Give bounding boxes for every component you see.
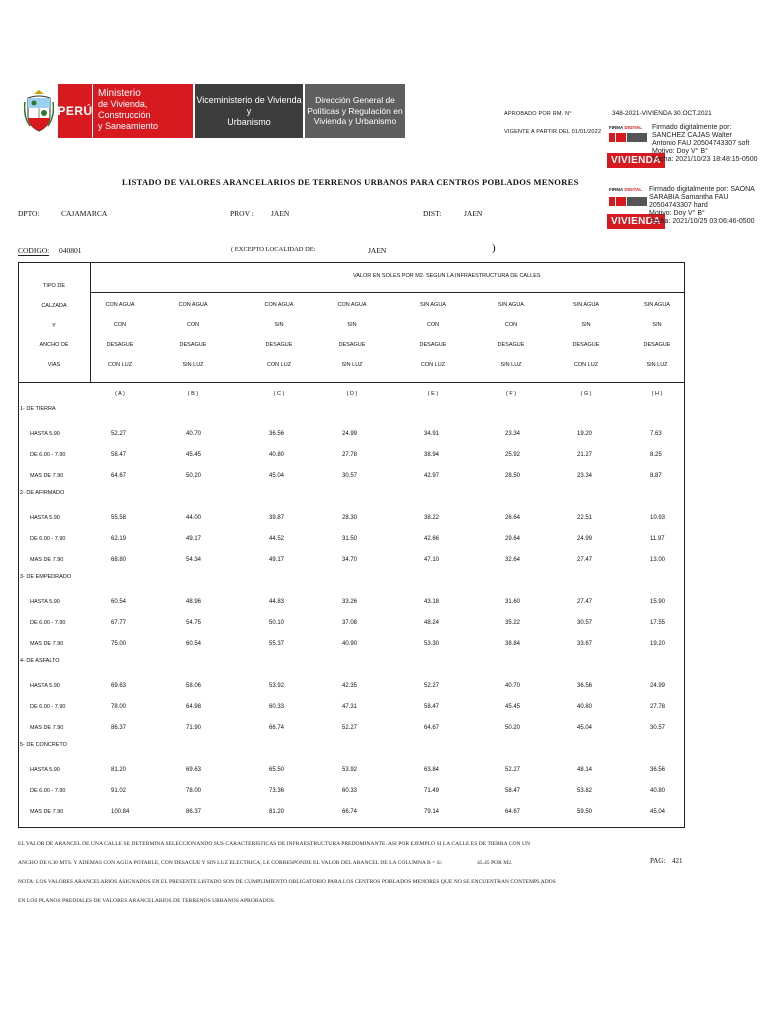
table-cell-value: 27.78 [342, 452, 358, 458]
ministry-mini-logo [609, 133, 647, 142]
table-cell-value: 36.56 [577, 683, 593, 689]
table-cell-value: 33.67 [577, 641, 593, 647]
top-header: VALOR EN SOLES POR M2. SEGUN LA INFRAESTRUCTURA DE CALLES [353, 273, 541, 279]
table-cell-value: 31.50 [342, 536, 358, 542]
table-cell-value: 24.99 [577, 536, 593, 542]
row-label: MAS DE 7.90 [30, 557, 64, 563]
table-cell-value: 8.25 [650, 452, 662, 458]
table-cell-value: 34.91 [424, 431, 440, 437]
table-cell-value: 78.00 [186, 788, 202, 794]
direction-line: Dirección General de [315, 95, 395, 106]
table-cell-value: 63.84 [424, 767, 440, 773]
table-cell-value: 42.66 [424, 536, 440, 542]
table-cell-value: 40.90 [342, 641, 358, 647]
group-name: 1- DE TIERRA [20, 406, 56, 412]
row-label: DE 6.00 - 7.90 [30, 704, 66, 710]
column-header-line: DESAGUE [265, 342, 293, 348]
vivienda-badge: VIVIENDA [607, 214, 665, 229]
table-cell-value: 52.27 [505, 767, 521, 773]
table-cell-value: 55.58 [111, 515, 127, 521]
table-cell-value: 60.33 [342, 788, 358, 794]
column-header-line: SIN LUZ [341, 362, 363, 368]
table-cell-value: 49.17 [269, 557, 285, 563]
column-header-line: SIN LUZ [182, 362, 204, 368]
table-cell-value: 66.74 [342, 809, 358, 815]
table-cell-value: 59.50 [577, 809, 593, 815]
column-header-line: CON AGUA [264, 302, 294, 308]
table-cell-value: 13.00 [650, 557, 666, 563]
column-letter: ( E ) [427, 391, 439, 397]
table-cell-value: 44.00 [186, 515, 202, 521]
signature-line: Motivo: Doy V° B° [649, 210, 705, 217]
table-cell-value: 58.47 [505, 788, 521, 794]
digital-signature-tag [609, 125, 642, 130]
table-cell-value: 81.20 [269, 809, 285, 815]
vice-ministry-logo [195, 84, 303, 138]
table-cell-value: 24.99 [650, 683, 666, 689]
vice-ministry-line: Urbanismo [227, 116, 271, 127]
peru-logo: PERÚ [58, 84, 92, 138]
row-label: HASTA 5.90 [30, 599, 60, 605]
table-cell-value: 48.24 [424, 620, 440, 626]
row-label: DE 6.00 - 7.90 [30, 620, 66, 626]
table-cell-value: 58.47 [111, 452, 127, 458]
table-header-divider [18, 382, 685, 383]
table-cell-value: 62.19 [111, 536, 127, 542]
digital-signature-tag [609, 187, 642, 192]
direction-line: Políticas y Regulación en [307, 105, 403, 116]
top-header-divider [90, 292, 685, 293]
table-cell-value: 21.27 [577, 452, 593, 458]
column-header-line: DESAGUE [572, 342, 600, 348]
prov-value: JAEN [271, 209, 290, 218]
table-cell-value: 23.34 [505, 431, 521, 437]
dist-value: JAEN [464, 209, 483, 218]
direction-logo [305, 84, 405, 138]
row-label: MAS DE 7.90 [30, 473, 64, 479]
vice-ministry-line: Viceministerio de Vivienda y [196, 94, 302, 116]
column-header-line: DESAGUE [338, 342, 366, 348]
column-header-line: SIN AGUA [498, 302, 524, 308]
table-cell-value: 53.82 [577, 788, 593, 794]
table-cell-value: 19.20 [650, 641, 666, 647]
column-header-line: CON LUZ [266, 362, 292, 368]
document-title: LISTADO DE VALORES ARANCELARIOS DE TERRENOS URBANOS PARA CENTROS POBLADOS MENORES [122, 177, 579, 187]
signature-line: Firmado digitalmente por: SAONA [649, 186, 755, 193]
table-cell-value: 53.92 [342, 767, 358, 773]
table-cell-value: 45.04 [577, 725, 593, 731]
ministry-logo [93, 84, 193, 138]
group-name: 3- DE EMPEDRADO [20, 574, 72, 580]
table-cell-value: 30.57 [342, 473, 358, 479]
signature-line: 20504743307 hard [649, 202, 708, 209]
table-cell-value: 86.37 [111, 725, 127, 731]
column-header-line: CON AGUA [105, 302, 135, 308]
column-letter: ( B ) [187, 391, 199, 397]
table-cell-value: 81.20 [111, 767, 127, 773]
footer-note-line: EN LOS PLANOS PREDIALES DE VALORES ARANCELARIOS DE TERRENOS URBANOS APROBADOS. [18, 898, 276, 904]
ministry-line: de Vivienda, Construcción [98, 99, 151, 120]
table-cell-value: 38.22 [424, 515, 440, 521]
group-name: 2- DE AFIRMADO [20, 490, 65, 496]
dpto-value: CAJAMARCA [61, 209, 108, 218]
except-label: ( EXCEPTO LOCALIDAD DE: [231, 246, 316, 253]
codigo-value: 040801 [59, 246, 82, 255]
table-cell-value: 60.54 [111, 599, 127, 605]
table-cell-value: 86.37 [186, 809, 202, 815]
table-cell-value: 55.37 [269, 641, 285, 647]
table-cell-value: 71.49 [424, 788, 440, 794]
table-cell-value: 31.60 [505, 599, 521, 605]
page-label: PAG: [650, 857, 666, 865]
signature-line: SANCHEZ CAJAS Walter [652, 132, 732, 139]
table-cell-value: 22.51 [577, 515, 593, 521]
table-cell-value: 7.63 [650, 431, 662, 437]
table-cell-value: 58.47 [424, 704, 440, 710]
table-cell-value: 37.08 [342, 620, 358, 626]
left-header-line: TIPO DE [42, 283, 65, 289]
digital-label: DIGITAL [624, 125, 643, 130]
table-cell-value: 8.87 [650, 473, 662, 479]
table-cell-value: 71.90 [186, 725, 202, 731]
column-header-line: SIN AGUA [573, 302, 599, 308]
ministry-line: Ministerio [98, 88, 141, 99]
column-letter: ( C ) [273, 391, 285, 397]
column-header-line: CON LUZ [573, 362, 599, 368]
column-header-line: CON AGUA [337, 302, 367, 308]
signature-2-text [649, 186, 755, 226]
digital-label: DIGITAL [624, 187, 643, 192]
table-cell-value: 30.57 [577, 620, 593, 626]
table-cell-value: 40.70 [505, 683, 521, 689]
table-cell-value: 54.34 [186, 557, 202, 563]
column-header-line: DESAGUE [497, 342, 525, 348]
table-cell-value: 53.92 [269, 683, 285, 689]
table-cell-value: 40.80 [577, 704, 593, 710]
column-header-line: SIN LUZ [646, 362, 668, 368]
column-letter: ( G ) [580, 391, 592, 397]
table-cell-value: 69.63 [186, 767, 202, 773]
table-cell-value: 40.70 [186, 431, 202, 437]
column-letter: ( H ) [651, 391, 663, 397]
table-cell-value: 29.64 [505, 536, 521, 542]
table-cell-value: 23.34 [577, 473, 593, 479]
column-header-line: CON [426, 322, 440, 328]
table-cell-value: 15.90 [650, 599, 666, 605]
row-label: MAS DE 7.90 [30, 809, 64, 815]
table-cell-value: 60.33 [269, 704, 285, 710]
except-close: ) [492, 242, 496, 254]
footer-note-line: ANCHO DE 6.30 MTS. Y ADEMAS CON AGUA POTABLE, CON DESAGUE Y SIN LUZ ELECTRICA, LE CORRESPONDE EL VALOR DEL ARANCEL DE LA COLUMNA B = S/. [18, 860, 443, 866]
left-header-line: ANCHO DE [39, 342, 69, 348]
row-label: MAS DE 7.90 [30, 641, 64, 647]
footer-note-line: EL VALOR DE ARANCEL DE UNA CALLE SE DETERMINA SELECCIONANDO SUS CARACTERISTICAS DE INFRAESTRUCTURA PREDOMINANTE. ASI POR EJEMPLO SI LA CALLE ES DE TIERRA CON UN [18, 841, 531, 847]
table-cell-value: 50.10 [269, 620, 285, 626]
table-cell-value: 17.55 [650, 620, 666, 626]
ministry-mini-logo [609, 197, 647, 206]
table-cell-value: 40.80 [650, 788, 666, 794]
peru-coat-of-arms-icon [24, 88, 54, 134]
footer-example-value: 45.45 POR M2. [477, 860, 513, 866]
row-label: DE 6.00 - 7.90 [30, 788, 66, 794]
table-cell-value: 24.99 [342, 431, 358, 437]
column-header-line: CON [504, 322, 518, 328]
signature-line: SARABIA Samantha FAU [649, 194, 729, 201]
column-letter: ( D ) [346, 391, 358, 397]
column-header-line: SIN LUZ [500, 362, 522, 368]
table-cell-value: 45.45 [186, 452, 202, 458]
column-header-line: CON LUZ [107, 362, 133, 368]
table-cell-value: 91.02 [111, 788, 127, 794]
table-cell-value: 26.64 [505, 515, 521, 521]
table-cell-value: 36.56 [269, 431, 285, 437]
table-cell-value: 49.17 [186, 536, 202, 542]
table-cell-value: 69.63 [111, 683, 127, 689]
table-cell-value: 64.98 [186, 704, 202, 710]
table-cell-value: 79.14 [424, 809, 440, 815]
column-header-line: SIN [581, 322, 591, 328]
table-cell-value: 100.84 [111, 809, 130, 815]
row-label: MAS DE 7.90 [30, 725, 64, 731]
page-number: 421 [672, 857, 683, 865]
approved-label: APROBADO POR RM. N° [504, 111, 572, 117]
table-cell-value: 42.97 [424, 473, 440, 479]
column-header-line: CON LUZ [420, 362, 446, 368]
row-label: HASTA 5.90 [30, 515, 60, 521]
table-cell-value: 19.20 [577, 431, 593, 437]
table-cell-value: 40.80 [269, 452, 285, 458]
table-cell-value: 47.10 [424, 557, 440, 563]
column-header-line: DESAGUE [106, 342, 134, 348]
ministry-line: y Saneamiento [98, 121, 159, 131]
table-cell-value: 52.27 [342, 725, 358, 731]
column-header-line: CON [113, 322, 127, 328]
column-header-line: SIN AGUA [644, 302, 670, 308]
table-cell-value: 50.20 [505, 725, 521, 731]
row-label: DE 6.00 - 7.90 [30, 536, 66, 542]
row-label: DE 6.00 - 7.90 [30, 452, 66, 458]
table-cell-value: 66.74 [269, 725, 285, 731]
signature-line: Firmado digitalmente por: [652, 124, 732, 131]
table-cell-value: 38.84 [505, 641, 521, 647]
row-label: HASTA 5.90 [30, 683, 60, 689]
table-cell-value: 67.77 [111, 620, 127, 626]
group-name: 5- DE CONCRETO [20, 742, 67, 748]
left-header-line: CALZADA [41, 303, 67, 309]
table-cell-value: 47.31 [342, 704, 358, 710]
table-cell-value: 39.87 [269, 515, 285, 521]
table-cell-value: 28.50 [505, 473, 521, 479]
except-value: JAEN [368, 246, 387, 255]
left-header-line: Y [52, 323, 56, 329]
column-letter: ( A ) [115, 391, 125, 397]
table-cell-value: 30.57 [650, 725, 666, 731]
group-name: 4- DE ASFALTO [20, 658, 60, 664]
vivienda-badge: VIVIENDA [607, 153, 665, 168]
table-cell-value: 48.96 [186, 599, 202, 605]
signature-line: Fecha: 2021/10/23 18:48:15-0500 [652, 156, 758, 163]
table-cell-value: 64.67 [424, 725, 440, 731]
table-cell-value: 78.00 [111, 704, 127, 710]
firma-label: FIRMA [609, 125, 624, 130]
table-cell-value: 73.36 [269, 788, 285, 794]
approved-value: 348-2021-VIVIENDA 30.OCT.2021 [612, 110, 712, 117]
table-cell-value: 38.94 [424, 452, 440, 458]
column-header-line: DESAGUE [179, 342, 207, 348]
table-cell-value: 60.54 [186, 641, 202, 647]
table-cell-value: 10.93 [650, 515, 666, 521]
table-cell-value: 35.22 [505, 620, 521, 626]
dist-label: DIST: [423, 209, 442, 218]
table-cell-value: 45.04 [650, 809, 666, 815]
table-cell-value: 11.97 [650, 536, 665, 542]
column-header-line: CON [186, 322, 200, 328]
left-header-line: VIAS [47, 362, 61, 368]
table-cell-value: 45.45 [505, 704, 521, 710]
table-cell-value: 36.56 [650, 767, 666, 773]
column-header-line: DESAGUE [419, 342, 447, 348]
column-header-line: SIN [347, 322, 357, 328]
table-cell-value: 33.26 [342, 599, 358, 605]
table-cell-value: 27.78 [650, 704, 666, 710]
row-label: HASTA 5.90 [30, 431, 60, 437]
row-label: HASTA 5.90 [30, 767, 60, 773]
direction-line: Vivienda y Urbanismo [313, 116, 397, 127]
table-cell-value: 45.04 [269, 473, 285, 479]
table-cell-value: 27.47 [577, 599, 593, 605]
valid-from-label: VIGENTE A PARTIR DEL 01/01/2022 [504, 129, 602, 135]
table-cell-value: 54.75 [186, 620, 202, 626]
table-cell-value: 68.80 [111, 557, 127, 563]
table-cell-value: 44.52 [269, 536, 285, 542]
table-cell-value: 43.18 [424, 599, 440, 605]
table-cell-value: 42.35 [342, 683, 358, 689]
signature-1-text [652, 124, 757, 164]
table-cell-value: 58.06 [186, 683, 202, 689]
table-cell-value: 65.50 [269, 767, 285, 773]
signature-line: Antonio FAU 20504743307 soft [652, 140, 750, 147]
table-cell-value: 34.70 [342, 557, 358, 563]
table-cell-value: 25.92 [505, 452, 521, 458]
column-header-line: CON AGUA [178, 302, 208, 308]
firma-label: FIRMA [609, 187, 624, 192]
dpto-label: DPTO: [18, 209, 40, 218]
signature-line: Motivo: Doy V° B° [652, 148, 708, 155]
column-header-line: DESAGUE [643, 342, 671, 348]
table-cell-value: 28.30 [342, 515, 358, 521]
table-cell-value: 53.30 [424, 641, 440, 647]
table-cell-value: 48.14 [577, 767, 593, 773]
table-cell-value: 75.00 [111, 641, 127, 647]
table-cell-value: 27.47 [577, 557, 593, 563]
table-cell-value: 52.27 [424, 683, 440, 689]
table-cell-value: 32.64 [505, 557, 521, 563]
column-header-line: SIN [652, 322, 662, 328]
table-cell-value: 64.67 [111, 473, 127, 479]
column-letter: ( F ) [505, 391, 517, 397]
table-cell-value: 50.20 [186, 473, 202, 479]
table-cell-value: 44.83 [269, 599, 285, 605]
column-header-line: SIN [274, 322, 284, 328]
codigo-label: CODIGO: [18, 246, 50, 255]
table-cell-value: 52.27 [111, 431, 127, 437]
prov-label: PROV : [230, 209, 254, 218]
footer-note-line: NOTA: LOS VALORES ARANCELARIOS ASIGNADOS EN EL PRESENTE LISTADO SON DE CUMPLIMIENTO OBLIGATORIO PARA LOS CENTROS POBLADOS MENORES QUE NO SE ENCUENTRAN CONTEMPLADOS [18, 879, 556, 885]
column-header-line: SIN AGUA [420, 302, 446, 308]
signature-line: Fecha: 2021/10/25 03:06:46-0500 [649, 218, 755, 225]
table-cell-value: 64.67 [505, 809, 521, 815]
